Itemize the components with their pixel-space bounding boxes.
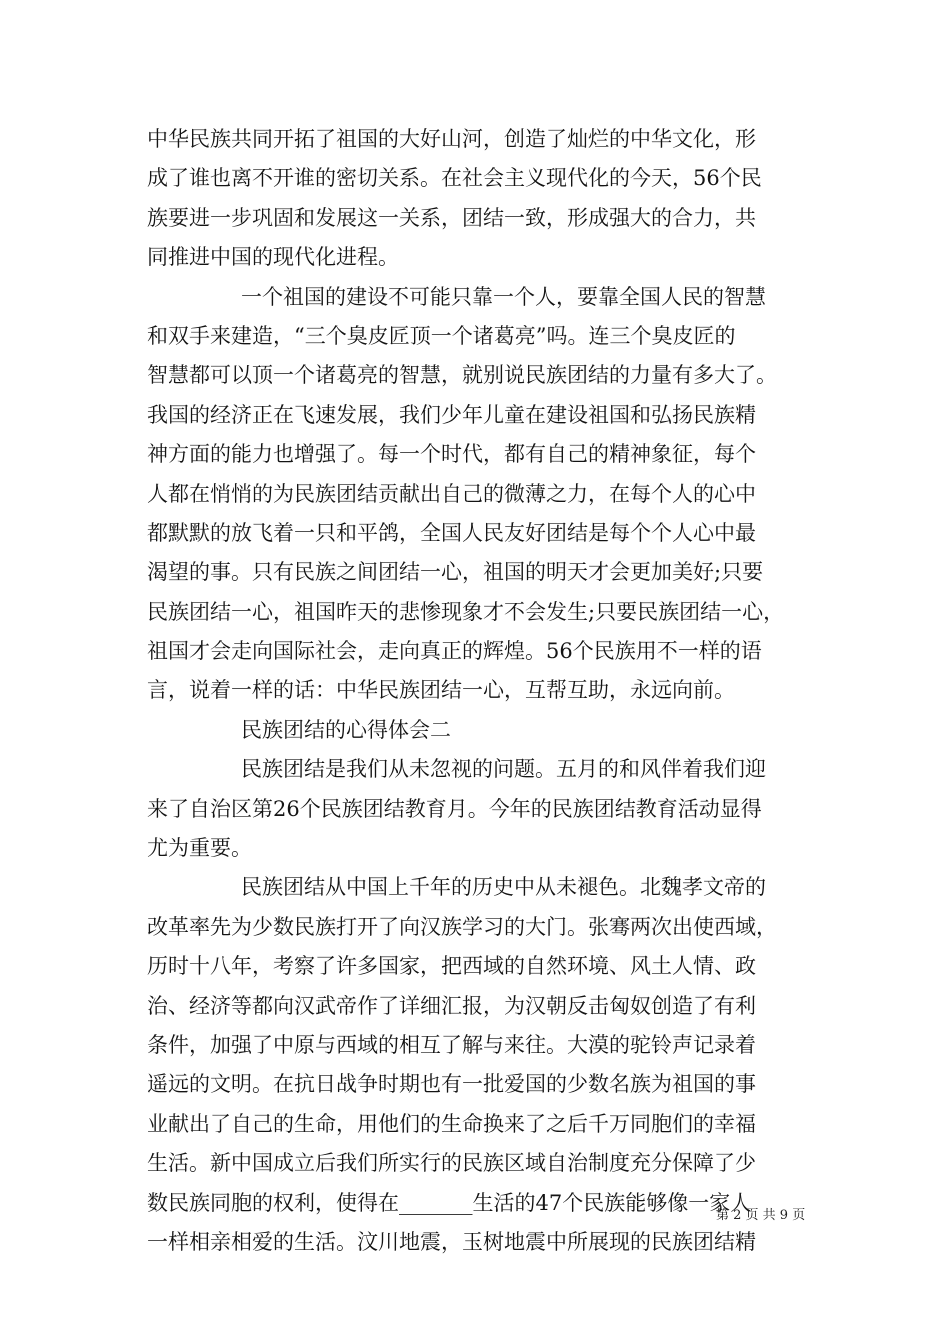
- page-number-footer: 第 2 页 共 9 页: [716, 1208, 806, 1223]
- text-line-9: 神方面的能力也增强了。每一个时代，都有自己的精神象征，每个: [147, 442, 756, 467]
- text-line-7: 智慧都可以顶一个诸葛亮的智慧，就别说民族团结的力量有多大了。: [147, 363, 777, 388]
- text-line-18: 来了自治区第26个民族团结教育月。今年的民族团结教育活动显得: [147, 796, 762, 821]
- text-line-13: 民族团结一心，祖国昨天的悲惨现象才不会发生;只要民族团结一心，: [147, 599, 785, 624]
- text-line-22: 历时十八年，考察了许多国家，把西域的自然环境、风土人情、政: [147, 954, 756, 979]
- text-line-2: 成了谁也离不开谁的密切关系。在社会主义现代化的今天，56个民: [147, 166, 762, 191]
- text-line-17: 民族团结是我们从未忽视的问题。五月的和风伴着我们迎: [241, 757, 766, 782]
- text-line-5: 一个祖国的建设不可能只靠一个人，要靠全国人民的智慧: [241, 284, 766, 309]
- text-line-19: 尤为重要。: [147, 836, 252, 861]
- section-heading: 民族团结的心得体会二: [241, 717, 451, 742]
- text-line-15: 言，说着一样的话：中华民族团结一心，互帮互助，永远向前。: [147, 678, 735, 703]
- text-line-4: 同推进中国的现代化进程。: [147, 245, 399, 270]
- text-line-28: 数民族同胞的权利，使得在_______生活的47个民族能够像一家人: [147, 1190, 752, 1215]
- text-line-24: 条件，加强了中原与西域的相互了解与来往。大漠的驼铃声记录着: [147, 1032, 756, 1057]
- text-line-10: 人都在悄悄的为民族团结贡献出自己的微薄之力，在每个人的心中: [147, 481, 756, 506]
- text-line-8: 我国的经济正在飞速发展，我们少年儿童在建设祖国和弘扬民族精: [147, 402, 756, 427]
- text-line-21: 改革率先为少数民族打开了向汉族学习的大门。张骞两次出使西域，: [147, 914, 777, 939]
- text-line-20: 民族团结从中国上千年的历史中从未褪色。北魏孝文帝的: [241, 875, 766, 900]
- text-line-6: 和双手来建造，“三个臭皮匠顶一个诸葛亮”吗。连三个臭皮匠的: [147, 323, 736, 348]
- text-line-27: 生活。新中国成立后我们所实行的民族区域自治制度充分保障了少: [147, 1151, 756, 1176]
- body-text: [147, 120, 812, 1262]
- text-line-26: 业献出了自己的生命，用他们的生命换来了之后千万同胞们的幸福: [147, 1111, 756, 1136]
- text-line-3: 族要进一步巩固和发展这一关系，团结一致，形成强大的合力，共: [147, 205, 756, 230]
- text-line-14: 祖国才会走向国际社会，走向真正的辉煌。56个民族用不一样的语: [147, 639, 762, 664]
- text-line-12: 渴望的事。只有民族之间团结一心，祖国的明天才会更加美好;只要: [147, 560, 764, 585]
- text-line-29: 一样相亲相爱的生活。汶川地震，玉树地震中所展现的民族团结精: [147, 1229, 756, 1254]
- text-line-11: 都默默的放飞着一只和平鸽，全国人民友好团结是每个个人心中最: [147, 520, 756, 545]
- text-line-23: 治、经济等都向汉武帝作了详细汇报，为汉朝反击匈奴创造了有利: [147, 993, 756, 1018]
- text-line-25: 遥远的文明。在抗日战争时期也有一批爱国的少数名族为祖国的事: [147, 1072, 756, 1097]
- text-line-1: 中华民族共同开拓了祖国的大好山河，创造了灿烂的中华文化，形: [147, 127, 756, 151]
